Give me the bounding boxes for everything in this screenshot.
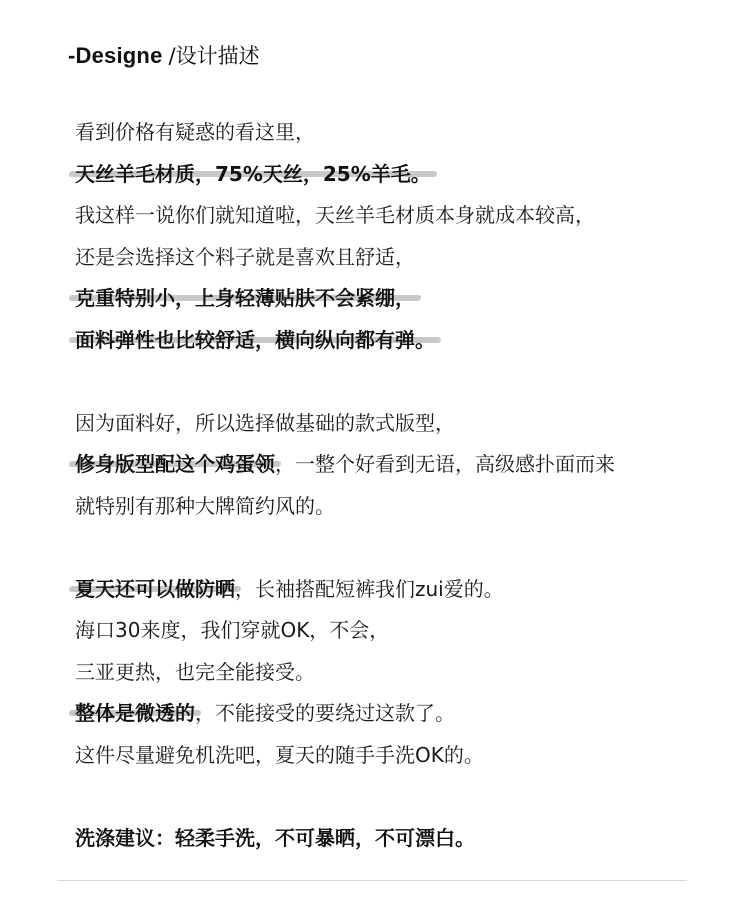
text-line [75,195,715,237]
line-text: 看到价格有疑惑的看这里， [75,120,315,144]
highlight-text: 天丝羊毛材质，75%天丝，25%羊毛。 [75,161,431,186]
text-line-highlight [75,278,715,320]
divider [57,880,687,881]
text-line-mixed [75,693,715,735]
paragraph-spacer [75,361,715,403]
text-line [75,112,715,154]
care-instructions-text: 洗涤建议：轻柔手洗，不可暴晒，不可漂白。 [75,825,475,850]
header-title-cn: /设计描述 [168,44,260,68]
text-line [75,610,715,652]
text-line-highlight [75,320,715,362]
line-text: 就特别有那种大牌简约风的。 [75,493,335,518]
text-line [75,237,715,279]
highlight-text: 面料弹性也比较舒适，横向纵向都有弹。 [75,327,435,352]
text-line-mixed [75,444,715,486]
paragraph-spacer [75,776,715,818]
line-text: 三亚更热，也完全能接受。 [75,659,315,684]
line-text: ，不能接受的要绕过这款了。 [195,701,455,725]
line-text: 这件尽量避免机洗吧，夏天的随手手洗OK的。 [75,742,484,767]
text-line [75,735,715,777]
header-title-en: -Designe [68,43,163,68]
line-text: 因为面料好，所以选择做基础的款式版型， [75,410,455,435]
highlight-text: 修身版型配这个鸡蛋领 [75,452,275,476]
highlight-text: 整体是微透的 [75,701,195,725]
text-line-highlight [75,154,715,196]
line-text: 还是会选择这个料子就是喜欢且舒适， [75,244,415,269]
line-text: 海口30来度，我们穿就OK，不会， [75,618,390,642]
line-text: ，一整个好看到无语，高级感扑面而来 [275,452,615,476]
paragraph-spacer [75,527,715,569]
care-instructions [75,818,715,860]
text-line-mixed [75,569,715,611]
description-body [75,112,715,859]
highlight-text: 克重特别小，上身轻薄贴肤不会紧绷， [75,286,415,310]
section-header [68,40,260,76]
highlight-text: 夏天还可以做防晒 [75,576,235,601]
text-line [75,486,715,528]
line-text: 我这样一说你们就知道啦，天丝羊毛材质本身就成本较高， [75,203,595,227]
text-line [75,403,715,445]
line-text: ，长袖搭配短裤我们zui爱的。 [235,576,504,601]
text-line [75,652,715,694]
